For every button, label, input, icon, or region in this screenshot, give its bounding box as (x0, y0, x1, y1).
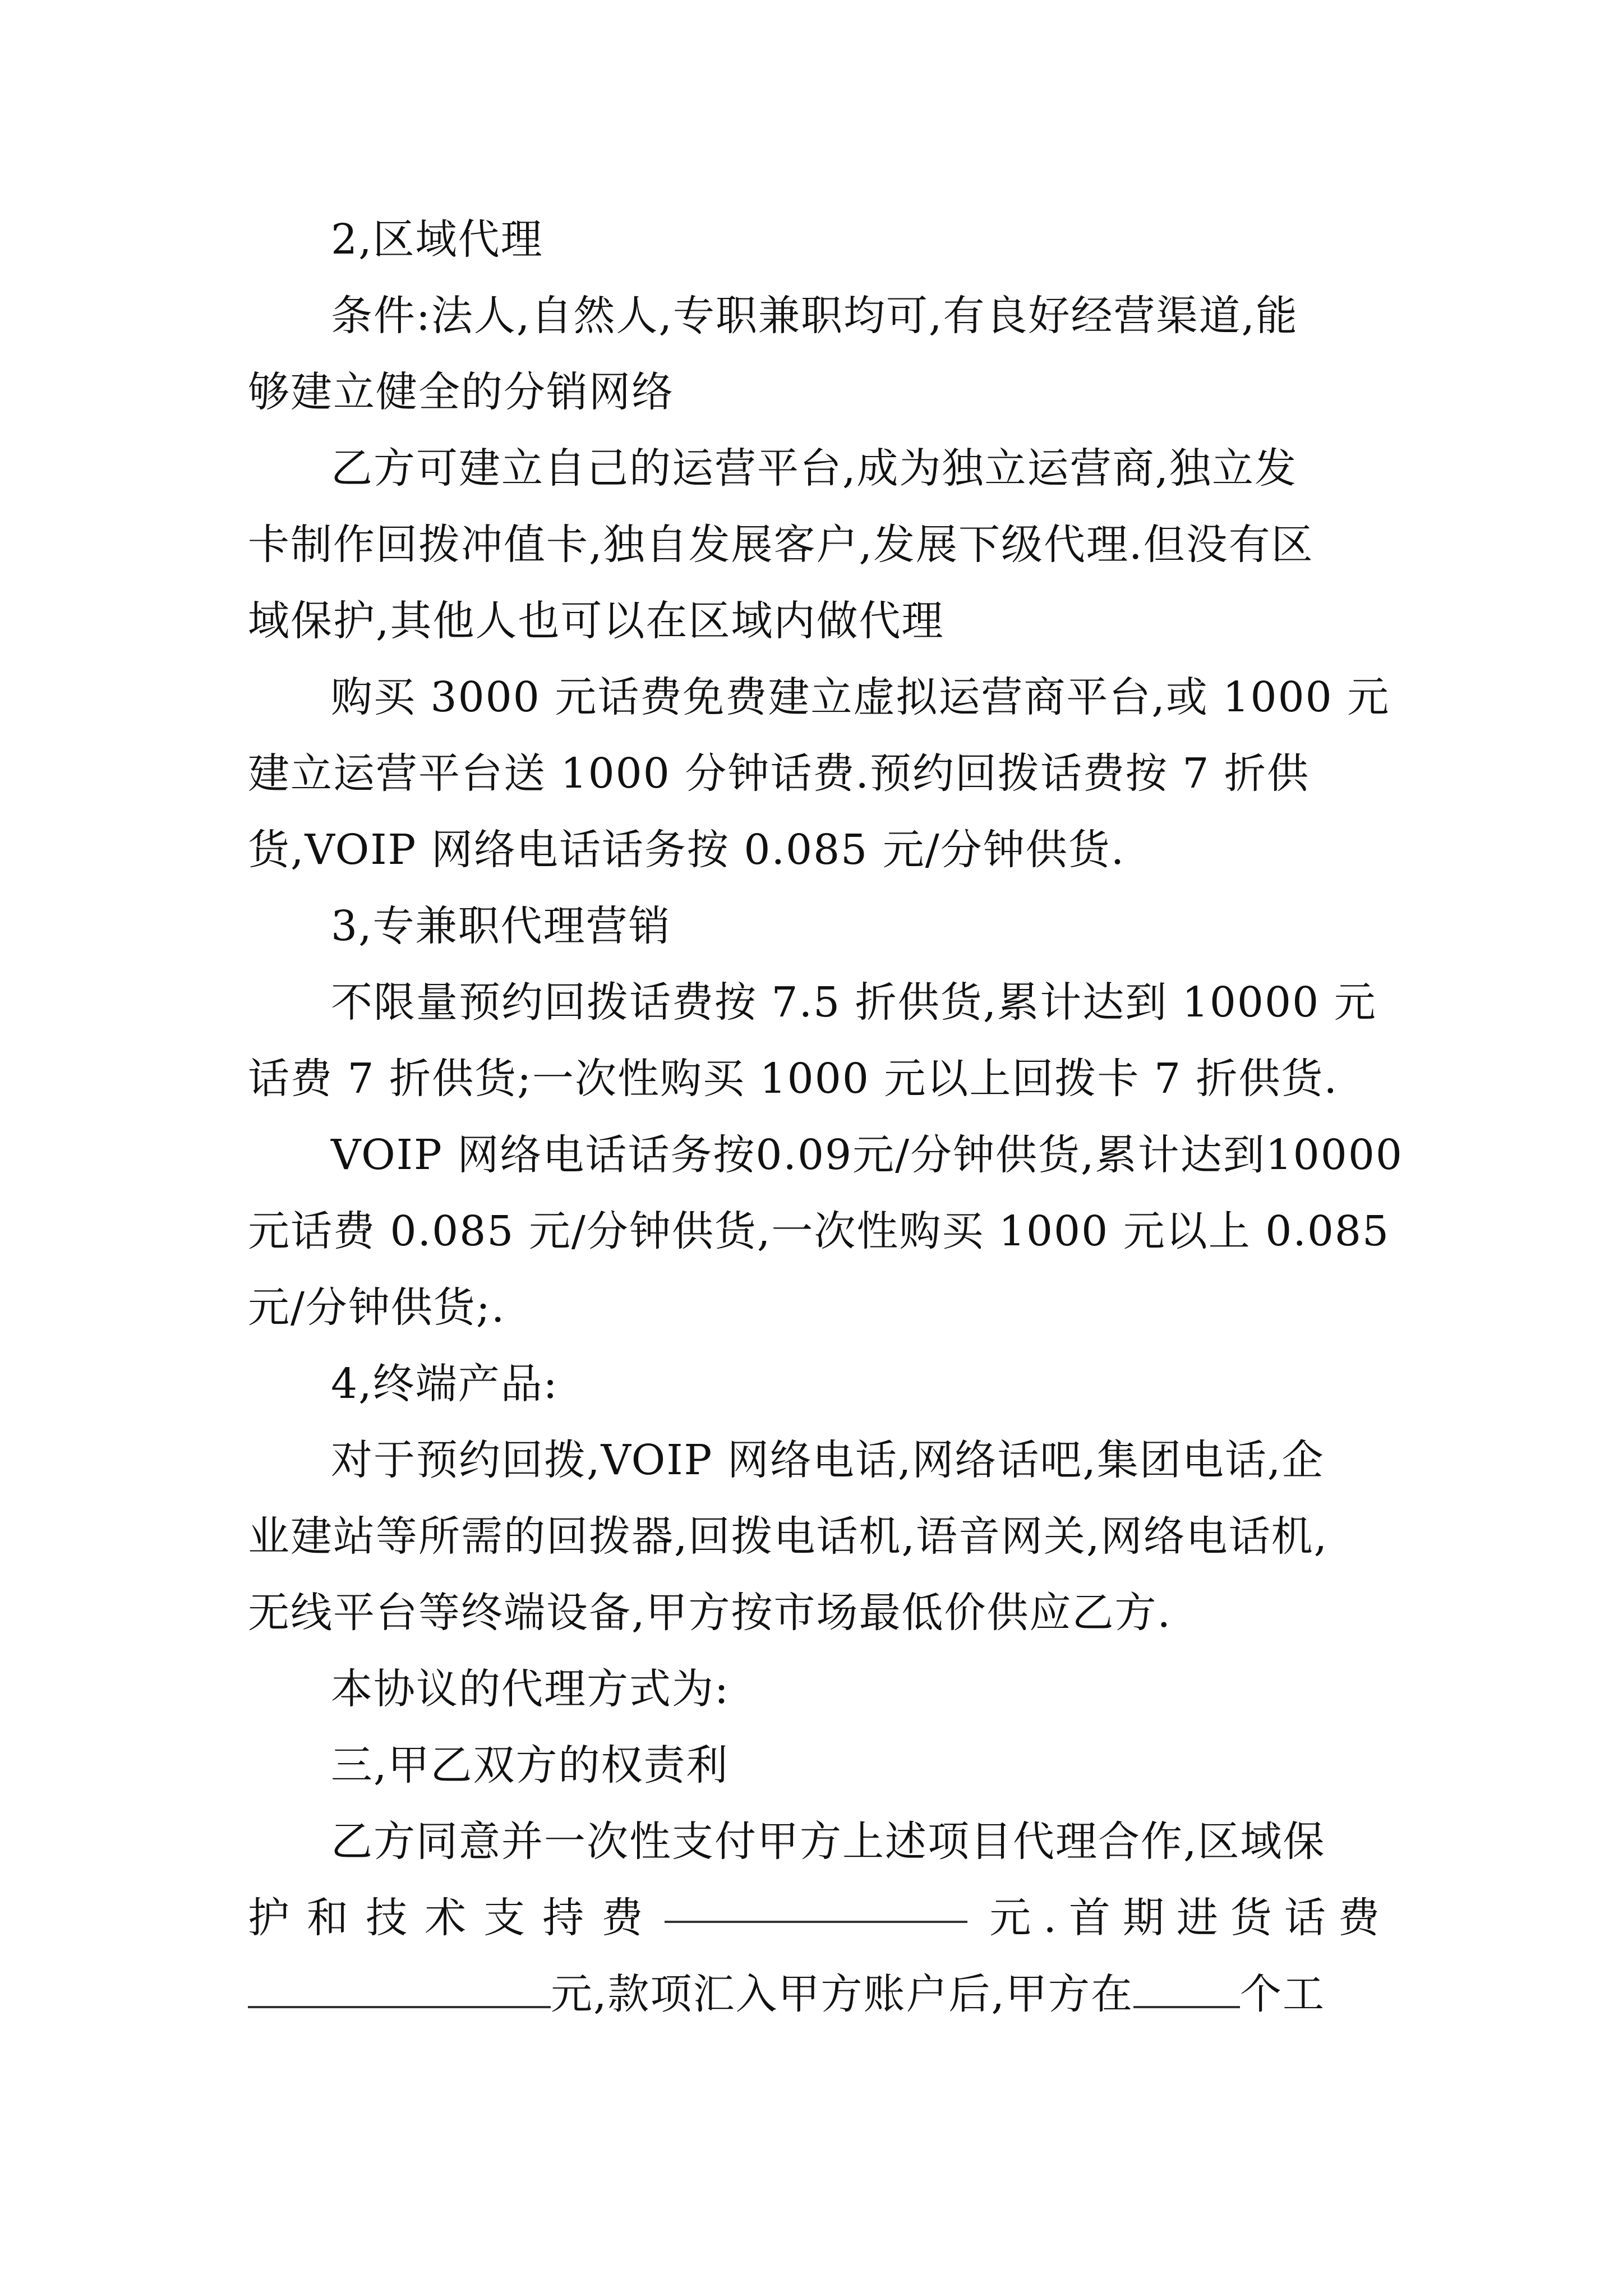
paragraph-line: 本协议的代理方式为: (331, 1665, 730, 1713)
paragraph-line: 够建立健全的分销网络 (248, 368, 674, 416)
paragraph-line: 元/分钟供货;. (248, 1283, 506, 1332)
section-heading-regional-agent: 2,区域代理 (331, 215, 543, 264)
paragraph-line: 话费 7 折供货;一次性购买 1000 元以上回拨卡 7 折供货. (248, 1055, 1339, 1103)
paragraph-line: 元话费 0.085 元/分钟供货,一次性购买 1000 元以上 0.085 (248, 1207, 1390, 1255)
paragraph-line: 条件:法人,自然人,专职兼职均可,有良好经营渠道,能 (331, 292, 1299, 340)
text-char: 支 (483, 1894, 525, 1942)
paragraph-line: 货,VOIP 网络电话话务按 0.085 元/分钟供货. (248, 826, 1126, 874)
text-char: 持 (542, 1894, 584, 1942)
text-char: 和 (307, 1894, 349, 1942)
paragraph-line: 乙方可建立自己的运营平台,成为独立运营商,独立发 (331, 444, 1298, 493)
paragraph-line: 域保护,其他人也可以在区域内做代理 (248, 597, 944, 645)
paragraph-line: 业建站等所需的回拨器,回拨电话机,语音网关,网络电话机, (248, 1512, 1329, 1561)
paragraph-line: 不限量预约回拨话费按 7.5 折供货,累计达到 10000 元 (331, 978, 1377, 1027)
paragraph-line-with-blank (248, 1887, 1392, 1949)
text-char: 费 (601, 1894, 643, 1942)
text-char: 护 (248, 1894, 289, 1942)
paragraph-line: 对于预约回拨,VOIP 网络电话,网络话吧,集团电话,企 (331, 1436, 1325, 1484)
fill-in-blank-support-fee[interactable] (665, 1887, 967, 1923)
section-heading-rights-duties: 三,甲乙双方的权责利 (331, 1741, 729, 1789)
fill-in-blank-working-days[interactable] (1133, 1972, 1240, 2008)
paragraph-line-with-blanks (248, 1963, 1325, 2025)
text-char: 技 (366, 1894, 408, 1942)
text-char: 术 (425, 1894, 467, 1942)
paragraph-line: 购买 3000 元话费免费建立虚拟运营商平台,或 1000 元 (331, 673, 1390, 721)
text-segment: 元.首期进货话费 (989, 1894, 1392, 1942)
paragraph-line: 乙方同意并一次性支付甲方上述项目代理合作,区域保 (331, 1818, 1326, 1866)
text-segment: 元,款项汇入甲方账户后,甲方在 (551, 1970, 1134, 2018)
paragraph-line: 无线平台等终端设备,甲方按市场最低价供应乙方. (248, 1589, 1172, 1637)
section-heading-part-time-agent: 3,专兼职代理营销 (331, 902, 671, 950)
paragraph-line: 建立运营平台送 1000 分钟话费.预约回拨话费按 7 折供 (248, 749, 1310, 798)
section-heading-terminal-products: 4,终端产品: (331, 1360, 559, 1408)
paragraph-line: VOIP 网络电话话务按0.09元/分钟供货,累计达到10000 (331, 1131, 1403, 1179)
fill-in-blank-initial-stock-fee[interactable] (248, 1972, 551, 2008)
paragraph-line: 卡制作回拨冲值卡,独自发展客户,发展下级代理.但没有区 (248, 521, 1314, 569)
text-segment: 个工 (1240, 1970, 1326, 2018)
